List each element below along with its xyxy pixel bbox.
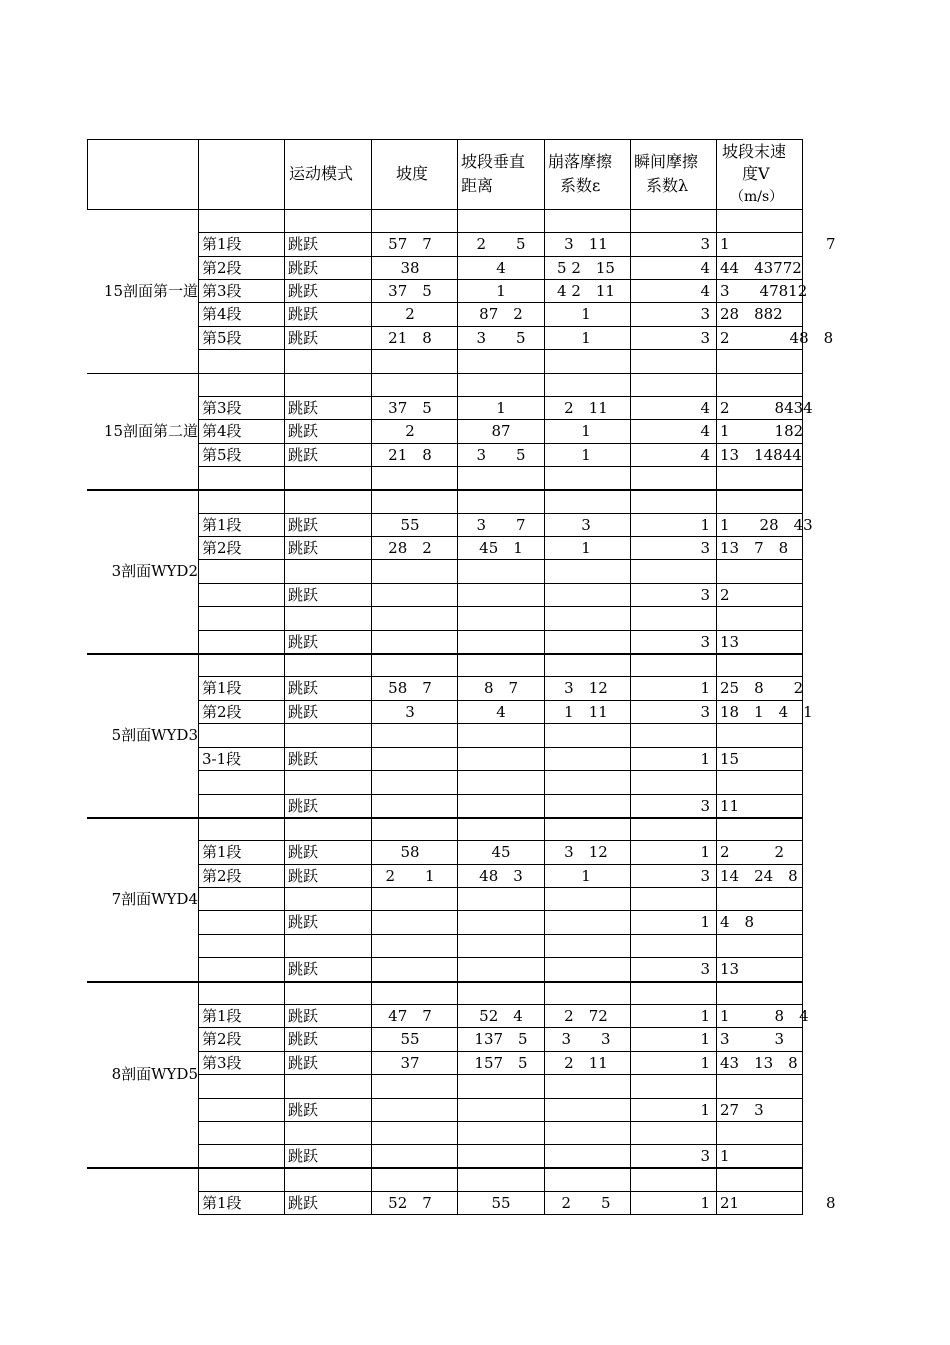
- instant-friction-value: 1: [700, 913, 710, 931]
- vertical-distance-value: 48 3: [479, 867, 523, 885]
- row-divider: [198, 723, 803, 724]
- header-motion-mode: 运动模式: [289, 164, 354, 183]
- header-column-divider: [284, 139, 285, 209]
- segment-label: 第1段: [202, 1194, 242, 1212]
- segment-label: 第2段: [202, 539, 242, 557]
- overflow-value: 8: [826, 1194, 836, 1212]
- motion-mode: 跳跃: [288, 422, 319, 440]
- header-column-divider: [87, 139, 88, 209]
- end-velocity-value: 2 8434: [720, 399, 813, 417]
- segment-label: 第1段: [202, 516, 242, 534]
- group-separator: [87, 489, 803, 491]
- segment-label: 3-1段: [202, 750, 242, 768]
- row-divider: [198, 419, 803, 420]
- segment-label: 第2段: [202, 259, 242, 277]
- segment-label: 第1段: [202, 843, 242, 861]
- motion-mode: 跳跃: [288, 633, 319, 651]
- group-name: 15剖面第二道: [103, 422, 198, 440]
- row-divider: [198, 443, 803, 444]
- instant-friction-value: 1: [700, 516, 710, 534]
- row-divider: [198, 583, 803, 584]
- end-velocity-value: 27 3: [720, 1101, 764, 1119]
- segment-label: 第2段: [202, 703, 242, 721]
- motion-mode: 跳跃: [288, 913, 319, 931]
- instant-friction-value: 3: [700, 235, 710, 253]
- row-divider: [198, 1004, 803, 1005]
- group-name: 5剖面WYD3: [111, 726, 198, 744]
- slope-value: 52 7: [388, 1194, 432, 1212]
- row-divider: [198, 256, 803, 257]
- instant-friction-value: 1: [700, 1054, 710, 1072]
- slope-value: 3: [405, 703, 415, 721]
- end-velocity-value: 13 14844: [720, 446, 802, 464]
- collapse-friction-value: 1: [581, 446, 591, 464]
- row-divider: [198, 302, 803, 303]
- collapse-friction-value: 2 5: [561, 1194, 611, 1212]
- header-column-divider: [198, 139, 199, 209]
- segment-label: 第3段: [202, 282, 242, 300]
- vertical-distance-value: 55: [491, 1194, 511, 1212]
- motion-mode: 跳跃: [288, 235, 319, 253]
- row-divider: [198, 840, 803, 841]
- row-divider: [198, 957, 803, 958]
- instant-friction-value: 4: [700, 446, 710, 464]
- instant-friction-value: 3: [700, 633, 710, 651]
- collapse-friction-value: 1: [581, 539, 591, 557]
- row-divider: [198, 630, 803, 631]
- vertical-distance-value: 157 5: [474, 1054, 528, 1072]
- end-velocity-value: 44 43772: [720, 259, 802, 277]
- instant-friction-value: 1: [700, 1030, 710, 1048]
- collapse-friction-value: 4 2 11: [557, 282, 615, 300]
- vertical-distance-value: 4: [496, 703, 506, 721]
- slope-value: 2: [405, 422, 415, 440]
- segment-label: 第5段: [202, 329, 242, 347]
- end-velocity-value: 14 24 8: [720, 867, 798, 885]
- end-velocity-value: 3 47812: [720, 282, 808, 300]
- slope-value: 58: [400, 843, 420, 861]
- header-end-velocity-line1: 坡段末速: [722, 142, 787, 161]
- slope-value: 57 7: [388, 235, 432, 253]
- row-divider: [198, 559, 803, 560]
- end-velocity-value: 15: [720, 750, 740, 768]
- vertical-distance-value: 3 7: [476, 516, 526, 534]
- slope-value: 2 1: [385, 867, 435, 885]
- row-divider: [198, 279, 803, 280]
- column-divider: [371, 373, 372, 489]
- header-column-divider: [716, 139, 717, 209]
- column-divider: [198, 653, 199, 817]
- instant-friction-value: 3: [700, 329, 710, 347]
- motion-mode: 跳跃: [288, 867, 319, 885]
- segment-label: 第3段: [202, 399, 242, 417]
- collapse-friction-value: 1: [581, 305, 591, 323]
- header-column-divider: [371, 139, 372, 209]
- row-divider: [198, 1191, 803, 1192]
- header-end-velocity-unit: （m/s）: [730, 189, 784, 205]
- end-velocity-value: 2: [720, 586, 730, 604]
- vertical-distance-value: 1: [496, 282, 506, 300]
- vertical-distance-value: 45 1: [479, 539, 523, 557]
- group-name: 15剖面第一道: [103, 282, 198, 300]
- collapse-friction-value: 1: [581, 422, 591, 440]
- row-divider: [198, 232, 803, 233]
- motion-mode: 跳跃: [288, 539, 319, 557]
- vertical-distance-value: 87: [491, 422, 511, 440]
- end-velocity-value: 4 8: [720, 913, 755, 931]
- row-divider: [198, 606, 803, 607]
- row-divider: [198, 396, 803, 397]
- group-separator: [87, 209, 803, 210]
- row-divider: [198, 864, 803, 865]
- motion-mode: 跳跃: [288, 960, 319, 978]
- instant-friction-value: 1: [700, 1194, 710, 1212]
- header-column-divider: [630, 139, 631, 209]
- collapse-friction-value: 2 11: [564, 1054, 608, 1072]
- column-divider: [544, 373, 545, 489]
- motion-mode: 跳跃: [288, 1030, 319, 1048]
- row-divider: [198, 770, 803, 771]
- slope-value: 37 5: [388, 282, 432, 300]
- motion-mode: 跳跃: [288, 446, 319, 464]
- instant-friction-value: 3: [700, 539, 710, 557]
- group-separator: [87, 653, 803, 655]
- header-collapse-friction-line1: 崩落摩擦: [548, 152, 613, 171]
- header-vertical-distance-line2: 距离: [461, 176, 494, 195]
- collapse-friction-value: 5 2 15: [557, 259, 615, 277]
- row-divider: [198, 1214, 803, 1215]
- instant-friction-value: 3: [700, 1147, 710, 1165]
- header-top-border: [87, 139, 803, 140]
- column-divider: [544, 653, 545, 817]
- slope-value: 55: [400, 1030, 420, 1048]
- collapse-friction-value: 3: [581, 516, 591, 534]
- slope-value: 2: [405, 305, 415, 323]
- end-velocity-value: 28 882: [720, 305, 783, 323]
- group-name: 7剖面WYD4: [111, 890, 198, 908]
- instant-friction-value: 4: [700, 282, 710, 300]
- header-collapse-friction-line2: 系数ε: [560, 176, 601, 195]
- end-velocity-value: 1 8 4: [720, 1007, 809, 1025]
- instant-friction-value: 4: [700, 259, 710, 277]
- row-divider: [198, 1051, 803, 1052]
- row-divider: [198, 934, 803, 935]
- motion-mode: 跳跃: [288, 586, 319, 604]
- row-divider: [198, 1144, 803, 1145]
- collapse-friction-value: 1: [581, 867, 591, 885]
- column-divider: [630, 373, 631, 489]
- column-divider: [284, 373, 285, 489]
- group-separator: [87, 817, 803, 819]
- motion-mode: 跳跃: [288, 1194, 319, 1212]
- instant-friction-value: 3: [700, 867, 710, 885]
- motion-mode: 跳跃: [288, 750, 319, 768]
- slope-value: 21 8: [388, 329, 432, 347]
- column-divider: [284, 653, 285, 817]
- instant-friction-value: 1: [700, 679, 710, 697]
- segment-label: 第2段: [202, 1030, 242, 1048]
- group-separator: [87, 373, 803, 374]
- row-divider: [198, 513, 803, 514]
- header-end-velocity-line2: 度V: [742, 164, 770, 183]
- segment-label: 第2段: [202, 867, 242, 885]
- collapse-friction-value: 3 12: [564, 843, 608, 861]
- instant-friction-value: 3: [700, 960, 710, 978]
- end-velocity-value: 1: [720, 235, 730, 253]
- segment-label: 第4段: [202, 305, 242, 323]
- column-divider: [716, 653, 717, 817]
- row-divider: [198, 326, 803, 327]
- instant-friction-value: 4: [700, 422, 710, 440]
- segment-label: 第5段: [202, 446, 242, 464]
- motion-mode: 跳跃: [288, 1147, 319, 1165]
- vertical-distance-value: 1: [496, 399, 506, 417]
- group-name: 8剖面WYD5: [111, 1065, 198, 1083]
- header-instant-friction-line1: 瞬间摩擦: [634, 152, 699, 171]
- motion-mode: 跳跃: [288, 259, 319, 277]
- column-divider: [457, 373, 458, 489]
- vertical-distance-value: 2 5: [476, 235, 526, 253]
- motion-mode: 跳跃: [288, 703, 319, 721]
- motion-mode: 跳跃: [288, 1054, 319, 1072]
- vertical-distance-value: 3 5: [476, 329, 526, 347]
- motion-mode: 跳跃: [288, 399, 319, 417]
- end-velocity-value: 2 2: [720, 843, 785, 861]
- end-velocity-value: 13: [720, 633, 740, 651]
- row-divider: [198, 794, 803, 795]
- instant-friction-value: 3: [700, 797, 710, 815]
- collapse-friction-value: 3 11: [564, 235, 608, 253]
- row-divider: [198, 536, 803, 537]
- group-name: 3剖面WYD2: [111, 562, 198, 580]
- end-velocity-value: 13: [720, 960, 740, 978]
- header-column-divider: [544, 139, 545, 209]
- segment-label: 第1段: [202, 235, 242, 253]
- vertical-distance-value: 8 7: [483, 679, 519, 697]
- end-velocity-value: 11: [720, 797, 740, 815]
- instant-friction-value: 3: [700, 703, 710, 721]
- slope-value: 47 7: [388, 1007, 432, 1025]
- row-divider: [198, 1074, 803, 1075]
- instant-friction-value: 1: [700, 1007, 710, 1025]
- end-velocity-value: 2 48 8: [720, 329, 834, 347]
- motion-mode: 跳跃: [288, 516, 319, 534]
- end-velocity-value: 1 182: [720, 422, 804, 440]
- end-velocity-value: 3 3: [720, 1030, 785, 1048]
- collapse-friction-value: 3 12: [564, 679, 608, 697]
- collapse-friction-value: 3 3: [561, 1030, 611, 1048]
- motion-mode: 跳跃: [288, 305, 319, 323]
- end-velocity-value: 25 8 2: [720, 679, 804, 697]
- slope-value: 37 5: [388, 399, 432, 417]
- end-velocity-value: 18 1 4 1: [720, 703, 813, 721]
- row-divider: [198, 1027, 803, 1028]
- column-divider: [198, 373, 199, 489]
- vertical-distance-value: 87 2: [479, 305, 523, 323]
- row-divider: [198, 1098, 803, 1099]
- group-separator: [87, 1167, 803, 1169]
- collapse-friction-value: 1: [581, 329, 591, 347]
- row-divider: [198, 1121, 803, 1122]
- slope-value: 38: [400, 259, 420, 277]
- vertical-distance-value: 52 4: [479, 1007, 523, 1025]
- end-velocity-value: 43 13 8: [720, 1054, 798, 1072]
- segment-label: 第1段: [202, 1007, 242, 1025]
- end-velocity-value: 13 7 8: [720, 539, 789, 557]
- header-instant-friction-line2: 系数λ: [646, 176, 689, 195]
- row-divider: [198, 700, 803, 701]
- end-velocity-value: 1 28 43: [720, 516, 813, 534]
- segment-label: 第1段: [202, 679, 242, 697]
- row-divider: [198, 349, 803, 350]
- column-divider: [630, 653, 631, 817]
- vertical-distance-value: 45: [491, 843, 511, 861]
- collapse-friction-value: 2 11: [564, 399, 608, 417]
- header-slope: 坡度: [396, 164, 429, 183]
- instant-friction-value: 1: [700, 843, 710, 861]
- row-divider: [198, 887, 803, 888]
- segment-label: 第3段: [202, 1054, 242, 1072]
- instant-friction-value: 1: [700, 750, 710, 768]
- collapse-friction-value: 1 11: [564, 703, 608, 721]
- slope-value: 21 8: [388, 446, 432, 464]
- motion-mode: 跳跃: [288, 843, 319, 861]
- instant-friction-value: 4: [700, 399, 710, 417]
- overflow-value: 7: [826, 235, 836, 253]
- slope-value: 37: [400, 1054, 420, 1072]
- slope-value: 58 7: [388, 679, 432, 697]
- motion-mode: 跳跃: [288, 282, 319, 300]
- header-column-divider: [457, 139, 458, 209]
- header-vertical-distance-line1: 坡段垂直: [461, 152, 526, 171]
- row-divider: [198, 910, 803, 911]
- end-velocity-value: 21: [720, 1194, 740, 1212]
- motion-mode: 跳跃: [288, 1101, 319, 1119]
- column-divider: [371, 653, 372, 817]
- motion-mode: 跳跃: [288, 797, 319, 815]
- group-separator: [87, 981, 803, 983]
- vertical-distance-value: 4: [496, 259, 506, 277]
- row-divider: [198, 747, 803, 748]
- slope-value: 28 2: [388, 539, 432, 557]
- end-velocity-value: 1: [720, 1147, 730, 1165]
- vertical-distance-value: 137 5: [474, 1030, 528, 1048]
- instant-friction-value: 3: [700, 586, 710, 604]
- column-divider: [457, 653, 458, 817]
- instant-friction-value: 1: [700, 1101, 710, 1119]
- slope-value: 55: [400, 516, 420, 534]
- row-divider: [198, 466, 803, 467]
- row-divider: [198, 676, 803, 677]
- motion-mode: 跳跃: [288, 679, 319, 697]
- segment-label: 第4段: [202, 422, 242, 440]
- collapse-friction-value: 2 72: [564, 1007, 608, 1025]
- motion-mode: 跳跃: [288, 1007, 319, 1025]
- vertical-distance-value: 3 5: [476, 446, 526, 464]
- header-column-divider: [802, 139, 803, 209]
- instant-friction-value: 3: [700, 305, 710, 323]
- column-divider: [716, 373, 717, 489]
- motion-mode: 跳跃: [288, 329, 319, 347]
